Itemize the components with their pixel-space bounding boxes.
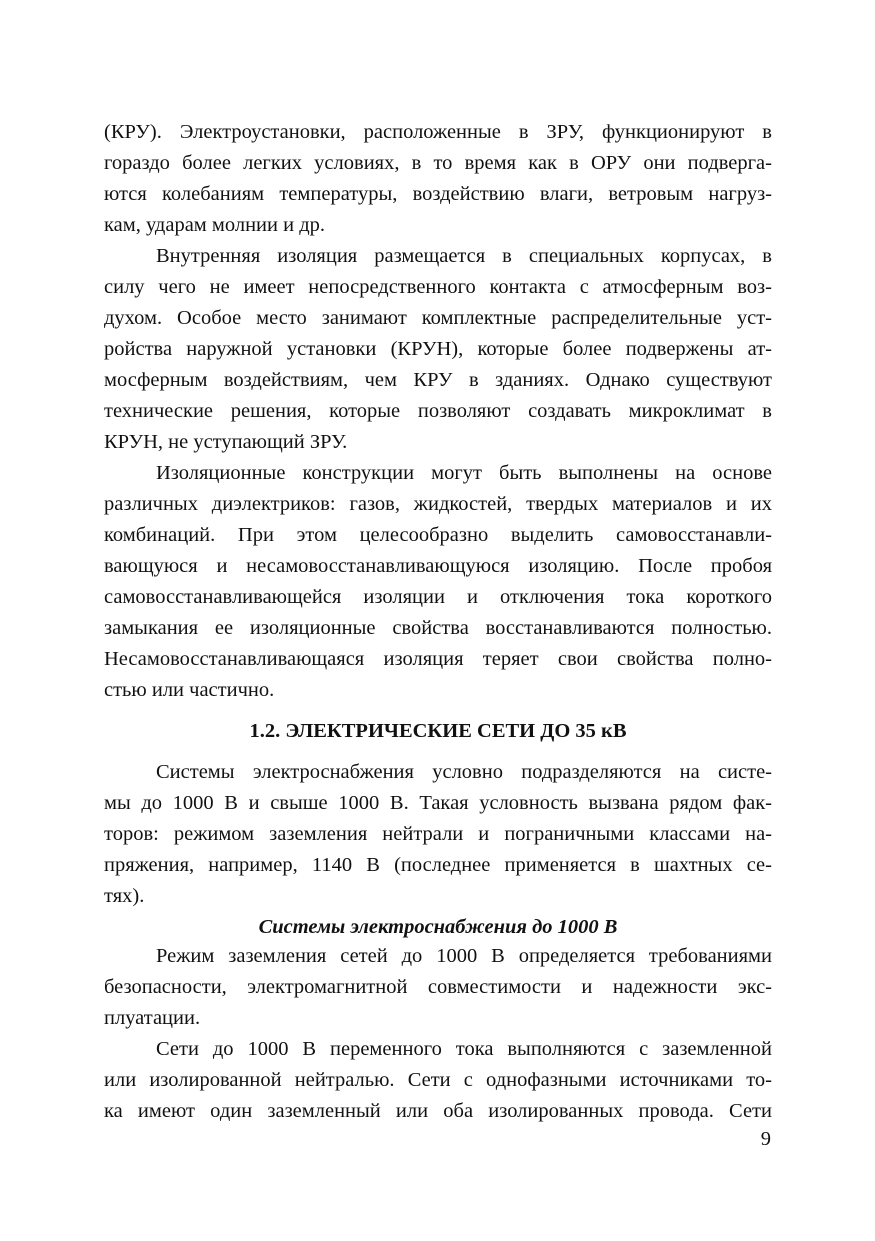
text-line: Сети до 1000 В переменного тока выполняются с заземленной xyxy=(156,1038,772,1060)
text-line: ройства наружной установки (КРУН), которые более подвержены ат- xyxy=(104,338,772,360)
text-line: Режим заземления сетей до 1000 В определяется требованиями xyxy=(156,945,772,967)
text-line: Внутренняя изоляция размещается в специальных корпусах, в xyxy=(156,245,772,267)
text-line: мосферным воздействиям, чем КРУ в зданиях. Однако существуют xyxy=(104,369,772,391)
text-line: ка имеют один заземленный или оба изолированных провода. Сети xyxy=(104,1100,772,1122)
text-line: Системы электроснабжения условно подразделяются на систе- xyxy=(156,761,772,783)
text-line: замыкания ее изоляционные свойства восстанавливаются полностью. xyxy=(104,617,772,639)
text-line: комбинаций. При этом целесообразно выделить самовосстанавли- xyxy=(104,524,772,546)
text-line: мы до 1000 В и свыше 1000 В. Такая условность вызвана рядом фак- xyxy=(104,792,772,814)
text-line: (КРУ). Электроустановки, расположенные в ЗРУ, функционируют в xyxy=(104,121,772,143)
text-line: пряжения, например, 1140 В (последнее применяется в шахтных се- xyxy=(104,854,772,876)
text-line: или изолированной нейтралью. Сети с однофазными источниками то- xyxy=(104,1069,772,1091)
text-line: вающуюся и несамовосстанавливающуюся изоляцию. После пробоя xyxy=(104,555,772,577)
text-line: ются колебаниям температуры, воздействию влаги, ветровым нагруз- xyxy=(104,183,772,205)
text-line: силу чего не имеет непосредственного контакта с атмосферным воз- xyxy=(104,276,772,298)
text-line: безопасности, электромагнитной совместимости и надежности экс- xyxy=(104,976,772,998)
text-line: Изоляционные конструкции могут быть выполнены на основе xyxy=(156,462,772,484)
text-line: тях). xyxy=(104,885,145,907)
text-line: гораздо более легких условиях, в то время как в ОРУ они подверга- xyxy=(104,152,772,174)
page-number: 9 xyxy=(760,1128,771,1150)
document-page xyxy=(104,0,772,1241)
text-line: торов: режимом заземления нейтрали и пограничными классами на- xyxy=(104,823,772,845)
text-line: стью или частично. xyxy=(104,679,275,701)
subsection-heading: Системы электроснабжения до 1000 В xyxy=(258,916,618,938)
text-line: различных диэлектриков: газов, жидкостей, твердых материалов и их xyxy=(104,493,772,515)
section-heading: 1.2. ЭЛЕКТРИЧЕСКИЕ СЕТИ ДО 35 кВ xyxy=(249,720,627,742)
text-line: технические решения, которые позволяют создавать микроклимат в xyxy=(104,400,772,422)
text-line: кам, ударам молнии и др. xyxy=(104,214,326,236)
text-line: Несамовосстанавливающаяся изоляция теряет свои свойства полно- xyxy=(104,648,772,670)
text-line: плуатации. xyxy=(104,1007,201,1029)
text-line: духом. Особое место занимают комплектные распределительные уст- xyxy=(104,307,772,329)
text-line: самовосстанавливающейся изоляции и отключения тока короткого xyxy=(104,586,772,608)
text-line: КРУН, не уступающий ЗРУ. xyxy=(104,431,348,453)
